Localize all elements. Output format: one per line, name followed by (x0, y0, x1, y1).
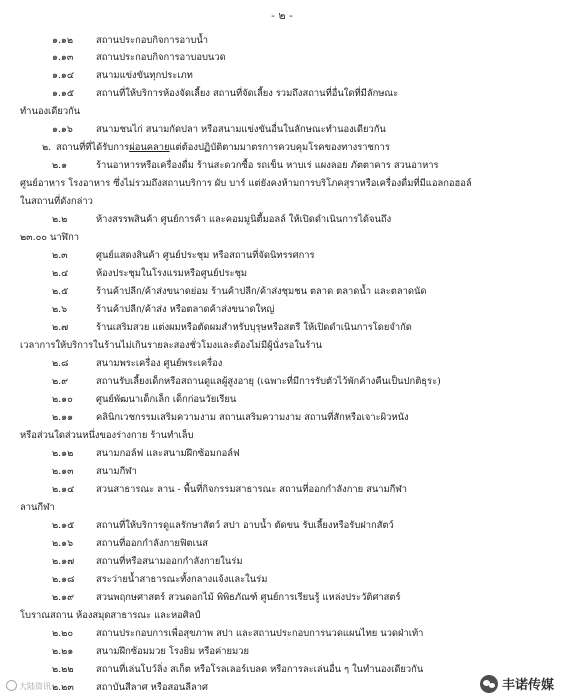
document-line (52, 322, 412, 334)
item-text: ศูนย์อาหาร โรงอาหาร ซึ่งไม่รวมถึงสถานบริการ ผับ บาร์ แต่ยังคงห้ามการบริโภคสุราหรือเครื่องดื่มที่มีแอลกอฮอล์ (20, 178, 472, 189)
item-text: สนามพระเครื่อง ศูนย์พระเครื่อง (96, 358, 223, 369)
item-text: สถานประกอบกิจการอาบน้ำ (96, 35, 209, 46)
item-number: ๒.๒๑ (52, 646, 74, 657)
item-text: ร้านค้าปลีก/ค้าส่ง หรือตลาดค้าส่งขนาดใหญ่ (96, 304, 275, 315)
document-line (52, 682, 208, 694)
document-line (52, 664, 423, 676)
document-line (52, 556, 243, 568)
item-number: ๒.๔ (52, 268, 69, 279)
item-text: โบราณสถาน ห้องสมุดสาธารณะ และหอศิลป์ (20, 610, 201, 621)
item-text: สนามกีฬา (96, 466, 137, 477)
document-line (52, 88, 398, 100)
item-number: ๒. (42, 142, 52, 153)
document-line (52, 484, 407, 496)
item-number: ๒.๑๓ (52, 466, 74, 477)
document-line (20, 340, 322, 352)
item-text: สระว่ายน้ำสาธารณะทั้งกลางแจ้งและในร่ม (96, 574, 268, 585)
document-line (52, 646, 249, 658)
item-text: สถาบันสีลาศ หรือสอนลีลาศ (96, 682, 208, 693)
item-number: ๒.๘ (52, 358, 69, 369)
document-line (20, 196, 93, 208)
document-line (20, 232, 79, 244)
document-line (52, 376, 441, 388)
document-line (52, 448, 240, 460)
item-text: ห้องประชุมในโรงแรมหรือศูนย์ประชุม (96, 268, 248, 279)
item-number: ๒.๑๙ (52, 592, 74, 603)
item-text: สถานรับเลี้ยงเด็กหรือสถานดูแลผู้สูงอายุ (เฉพาะที่มีการรับตัวไว้พักค้างคืนเป็นปกติธุระ) (96, 376, 441, 387)
item-text: ๒๓.๐๐ นาฬิกา (20, 232, 80, 243)
item-number: ๒.๑๘ (52, 574, 75, 585)
item-text: ลานกีฬา (20, 502, 55, 513)
page-number: - ๒ - (271, 9, 293, 22)
document-line (52, 394, 236, 406)
item-text: ทำนองเดียวกัน (20, 106, 81, 117)
document-line (52, 304, 274, 316)
item-text: เวลาการให้บริการในร้านไม่เกินรายละสองชั่วโมงและต้องไม่มีผู้นั่งรอในร้าน (20, 340, 323, 351)
document-line (52, 574, 267, 586)
document-line (52, 52, 226, 64)
item-text: คลินิกเวชกรรมเสริมความงาม สถานเสริมความงาม สถานที่สักหรือเจาะผิวหนัง (96, 412, 409, 423)
item-text: สนามแข่งขันทุกประเภท (96, 70, 193, 81)
document-line (52, 358, 222, 370)
watermark-left (6, 680, 51, 692)
item-text: สถานที่ให้บริการห้องจัดเลี้ยง สถานที่จัดเลี้ยง รวมถึงสถานที่อื่นใดที่มีลักษณะ (96, 88, 399, 99)
item-text: ร้านอาหารหรือเครื่องดื่ม ร้านสะดวกซื้อ รถเข็น หาบเร่ แผงลอย ภัตตาคาร สวนอาหาร (96, 160, 439, 171)
item-text: สวนสาธารณะ ลาน - พื้นที่กิจกรรมสาธารณะ สถานที่ออกกำลังกาย สนามกีฬา (96, 484, 408, 495)
document-line (52, 268, 247, 280)
document-line (52, 412, 409, 424)
item-text: หรือส่วนใดส่วนหนึ่งของร่างกาย ร้านทำเล็บ (20, 430, 194, 441)
item-text: สถานที่ออกกำลังกายฟิตเนส (96, 538, 208, 549)
document-line (20, 610, 200, 622)
document-line (52, 214, 391, 226)
item-text: สวนพฤกษศาสตร์ สวนดอกไม้ พิพิธภัณฑ์ ศูนย์การเรียนรู้ แหล่งประวัติศาสตร์ (96, 592, 401, 603)
item-number: ๒.๑๕ (52, 520, 75, 531)
item-text: ในสถานที่ดังกล่าว (20, 196, 93, 207)
item-number: ๒.๖ (52, 304, 68, 315)
item-number: ๑.๑๒ (52, 35, 74, 46)
document-line (20, 502, 55, 514)
document-line (52, 628, 423, 640)
document-line (52, 538, 208, 550)
watermark-right (480, 674, 554, 693)
item-number: ๒.๑ (52, 160, 68, 171)
item-text: สถานที่ให้บริการดูแลรักษาสัตว์ สปา อาบน้ำ ตัดขน รับเลี้ยงหรือรับฝากสัตว์ (96, 520, 394, 531)
item-text: สถานประกอบกิจการอาบอบนวด (96, 52, 226, 63)
watermark-left-text: 大陆资讯 (19, 682, 51, 691)
item-text: สนามชนไก่ สนามกัดปลา หรือสนามแข่งขันอื่นในลักษณะทำนองเดียวกัน (96, 124, 386, 135)
item-text: สถานที่เล่นโบว์ลิ่ง สเก็ต หรือโรลเลอร์เบลด หรือการละเล่นอื่น ๆ ในทำนองเดียวกัน (96, 664, 424, 675)
document-line (52, 70, 193, 82)
document-line (52, 592, 401, 604)
item-text: สถานที่หรือสนามออกกำลังกายในร่ม (96, 556, 243, 567)
document-line (52, 160, 439, 172)
item-text: แต่ต้องปฏิบัติตามมาตรการควบคุมโรคของทางราชการ (169, 142, 390, 153)
watermark-right-text: 丰诺传媒 (501, 678, 554, 693)
item-number: ๒.๑๔ (52, 484, 75, 495)
item-number: ๒.๑๗ (52, 556, 75, 567)
item-number: ๑.๑๖ (52, 124, 73, 135)
document-line (20, 106, 80, 118)
item-number: ๒.๕ (52, 286, 69, 297)
item-text: สนามฝึกซ้อมมวย โรงยิม หรือค่ายมวย (96, 646, 249, 657)
document-line (52, 124, 386, 136)
item-number: ๑.๑๔ (52, 70, 74, 81)
item-text: ร้านเสริมสวย แต่งผมหรือตัดผมสำหรับบุรุษหรือสตรี ให้เปิดดำเนินการโดยจำกัด (96, 322, 412, 333)
item-number: ๑.๑๓ (52, 52, 74, 63)
item-number: ๒.๑๖ (52, 538, 74, 549)
wechat-icon (480, 675, 498, 693)
document-line (20, 430, 193, 442)
item-number: ๒.๑๒ (52, 448, 74, 459)
item-number: ๒.๒๒ (52, 664, 74, 675)
item-text: ร้านค้าปลีก/ค้าส่งขนาดย่อม ร้านค้าปลีก/ค้าส่งชุมชน ตลาด ตลาดน้ำ และตลาดนัด (96, 286, 427, 297)
item-text: ศูนย์พัฒนาเด็กเล็ก เด็กก่อนวัยเรียน (96, 394, 237, 405)
underlined-text: ผ่อนคลาย (129, 142, 170, 153)
item-text: ศูนย์แสดงสินค้า ศูนย์ประชุม หรือสถานที่จัดนิทรรศการ (96, 250, 315, 261)
item-number: ๒.๒๓ (52, 682, 74, 693)
item-number: ๒.๒๐ (52, 628, 74, 639)
item-text: ห้างสรรพสินค้า ศูนย์การค้า และคอมมูนิตี้มอลล์ ให้เปิดดำเนินการได้จนถึง (96, 214, 392, 225)
item-text: สถานประกอบการเพื่อสุขภาพ สปา และสถานประกอบการนวดแผนไทย นวดฝ่าเท้า (96, 628, 424, 639)
document-line (52, 35, 208, 47)
document-line (52, 466, 137, 478)
document-line (52, 286, 426, 298)
item-number: ๒.๓ (52, 250, 68, 261)
item-number: ๑.๑๕ (52, 88, 74, 99)
document-line (52, 250, 315, 262)
item-number: ๒.๑๐ (52, 394, 73, 405)
item-number: ๒.๑๑ (52, 412, 74, 423)
watermark-logo-icon (6, 680, 17, 691)
item-number: ๒.๒ (52, 214, 68, 225)
item-number: ๒.๙ (52, 376, 69, 387)
document-line (42, 142, 390, 154)
item-number: ๒.๗ (52, 322, 69, 333)
document-line (52, 520, 394, 532)
item-text: สถานที่ที่ได้รับการ (56, 142, 130, 153)
document-line (20, 178, 472, 190)
item-text: สนามกอล์ฟ และสนามฝึกซ้อมกอล์ฟ (96, 448, 240, 459)
